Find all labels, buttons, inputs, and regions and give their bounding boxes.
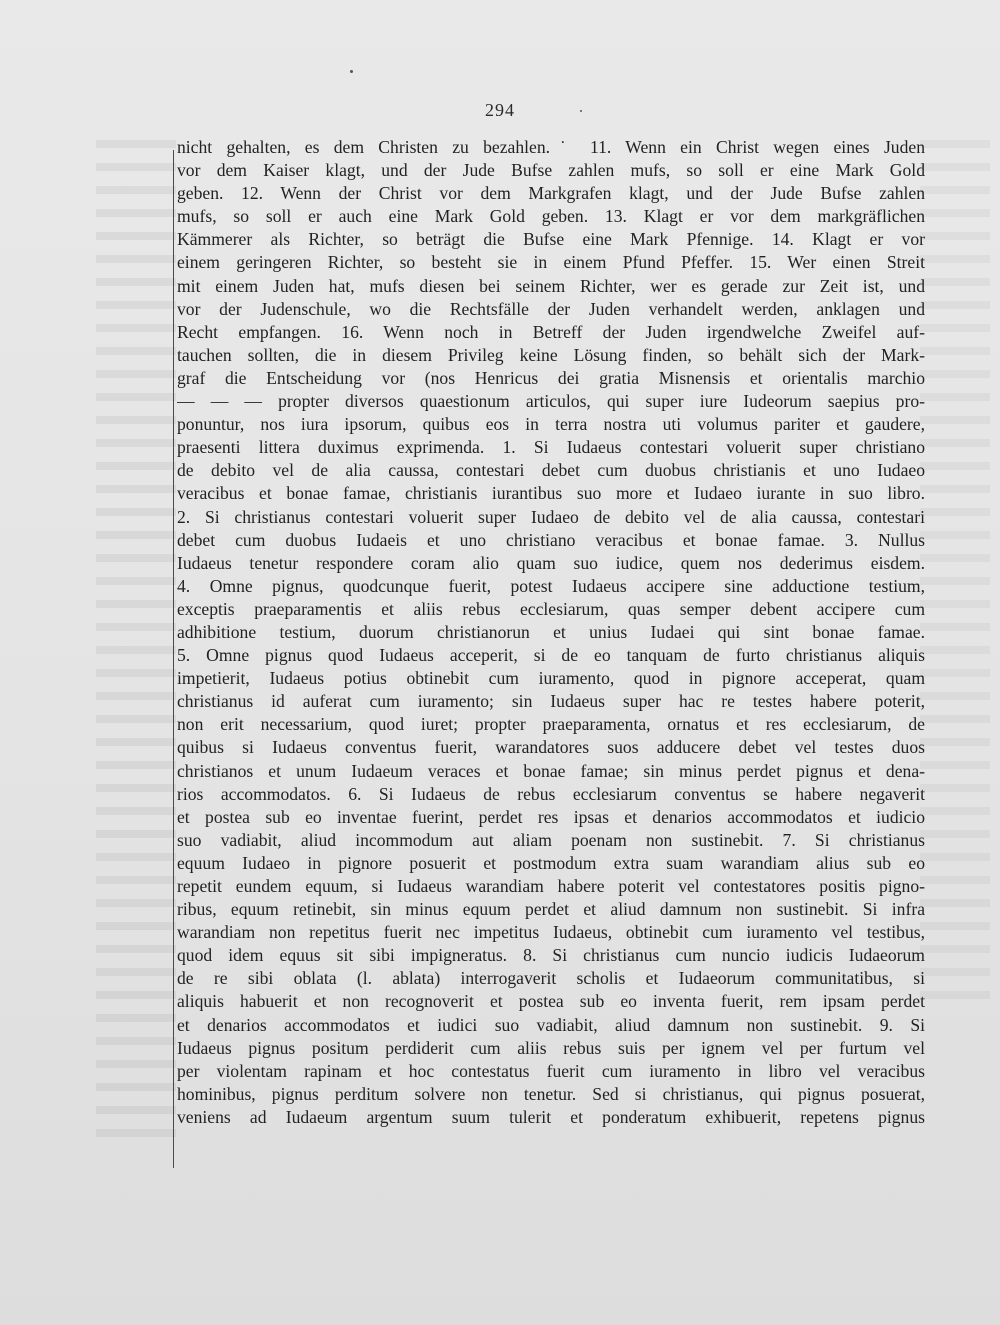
text-line: graf die Entscheidung vor (nos Henricus dei gratia Misnensis et orientalis marchio	[177, 367, 925, 388]
text-line: geben. 12. Wenn der Christ vor dem Markgrafen klagt, und der Jude Bufse zahlen	[177, 183, 925, 204]
text-line: Iudaeus pignus positum perdiderit cum aliis rebus suis per ignem vel per furtum vel	[177, 1037, 925, 1058]
text-line: vor dem Kaiser klagt, und der Jude Bufse zahlen mufs, so soll er eine Mark Gold	[177, 160, 925, 181]
text-line: adhibitione testium, duorum christianorun et unius Iudaei qui sint bonae famae.	[177, 621, 925, 642]
text-line: veracibus et bonae famae, christianis iurantibus suo more et Iudaeo iurante in suo libro.	[177, 483, 925, 504]
text-line: repetit eundem equum, si Iudaeus warandiam habere poterit vel contestatores positis pigno-	[177, 876, 925, 896]
text-line: christianus id auferat cum iuramento; sin Iudaeus super hac re testes habere poterit,	[177, 691, 925, 712]
text-line: hominibus, pignus perditum solvere non tenetur. Sed si christianus, qui pignus posuerat,	[177, 1083, 925, 1104]
bleed-through-right	[920, 140, 990, 1000]
bleed-through-left	[96, 140, 176, 1140]
text-line: einem geringeren Richter, so besteht sie in einem Pfund Pfeffer. 15. Wer einen Streit	[177, 252, 925, 273]
body-text	[177, 136, 925, 1129]
page-number: 294	[485, 100, 515, 120]
text-line: tauchen sollten, die in diesem Privileg keine Lösung finden, so behält sich der Mark-	[177, 344, 925, 365]
text-line: non erit necessarium, quod iuret; propter praeparamenta, ornatus et res ecclesiarum, de	[177, 714, 925, 735]
text-line: quibus si Iudaeus conventus fuerit, warandatores suos adducere debet vel testes duos	[177, 737, 925, 758]
text-line: quod idem equus sit sibi impigneratus. 8. Si christianus cum nuncio iudicis Iudaeorum	[177, 945, 925, 966]
text-line: mufs, so soll er auch eine Mark Gold geben. 13. Klagt er vor dem markgräflichen	[177, 206, 925, 227]
text-line: ponuntur, nos iura ipsorum, quibus eos in terra nostra uti volumus pariter et gaudere,	[177, 414, 925, 435]
text-line: per violentam rapinam et hoc contestatus fuerit cum iuramento in libro vel veracibus	[177, 1060, 925, 1081]
text-line: vor der Judenschule, wo die Rechtsfälle der Juden verhandelt werden, anklagen und	[177, 298, 925, 319]
text-line: equum Iudaeo in pignore posuerit et postmodum extra suam warandiam alius sub eo	[177, 852, 925, 873]
text-line: impetierit, Iudaeus potius obtinebit cum iuramento, quod in pignore acceperat, quam	[177, 668, 925, 689]
text-line: Recht empfangen. 16. Wenn noch in Betreff der Juden irgendwelche Zweifel auf-	[177, 321, 925, 342]
text-line: et postea sub eo inventae fuerint, perdet res ipsas et denarios accommodatos et iudicio	[177, 806, 925, 827]
text-line: exceptis praeparamentis et aliis rebus ecclesiarum, quas semper debent accipere cum	[177, 598, 925, 619]
text-line: 5. Omne pignus quod Iudaeus acceperit, si de eo tanquam de furto christianus aliquis	[177, 645, 925, 666]
text-line: 2. Si christianus contestari voluerit super Iudaeo de debito vel de alia caussa, contestari	[177, 506, 925, 527]
text-line: suo vadiabit, aliud incommodum aut aliam poenam non sustinebit. 7. Si christianus	[177, 829, 925, 850]
text-line: veniens ad Iudaeum argentum suum tulerit et ponderatum exhibuerit, repetens pignus	[177, 1106, 925, 1127]
text-line: debet cum duobus Iudaeis et uno christiano veracibus et bonae famae. 3. Nullus	[177, 529, 925, 550]
margin-rule	[173, 150, 174, 1168]
text-line: warandiam non repetitus fuerit nec impetitus Iudaeus, obtinebit cum iuramento vel testibus,	[177, 922, 925, 943]
text-line: — — — propter diversos quaestionum articulos, qui super iure Iudeorum saepius pro-	[177, 391, 925, 412]
paper-speck	[350, 70, 353, 73]
text-line: Kämmerer als Richter, so beträgt die Bufse eine Mark Pfennige. 14. Klagt er vor	[177, 229, 925, 250]
text-line: praesenti littera duximus exprimenda. 1. Si Iudaeus contestari voluerit super christiano	[177, 437, 925, 458]
text-line: aliquis habuerit et non recognoverit et postea sub eo inventa fuerit, rem ipsam perdet	[177, 991, 925, 1012]
text-line: mit einem Juden hat, mufs diesen bei seinem Richter, wer es gerade zur Zeit ist, und	[177, 275, 925, 296]
text-line: de debito vel de alia caussa, contestari debet cum duobus christianis et uno Iudaeo	[177, 460, 925, 481]
text-line: Iudaeus tenetur respondere coram alio quam suo iudice, quem nos dederimus eisdem.	[177, 552, 925, 573]
text-line: de re sibi oblata (l. ablata) interrogaverit scholis et Iudaeorum communitatibus, si	[177, 968, 925, 989]
text-line: christianos et unum Iudaeum veraces et bonae famae; sin minus perdet pignus et dena-	[177, 760, 925, 781]
text-line: nicht gehalten, es dem Christen zu bezahlen.˙ 11. Wenn ein Christ wegen eines Juden	[177, 137, 925, 157]
text-line: rios accommodatos. 6. Si Iudaeus de rebus ecclesiarum conventus se habere negaverit	[177, 783, 925, 804]
text-line: ribus, equum retinebit, sin minus equum perdet et aliud damnum non sustinebit. Si infra	[177, 899, 925, 920]
text-line: 4. Omne pignus, quodcunque fuerit, potest Iudaeus accipere sine adductione testium,	[177, 575, 925, 596]
text-line: et denarios accommodatos et iudici suo vadiabit, aliud damnum non sustinebit. 9. Si	[177, 1014, 925, 1035]
